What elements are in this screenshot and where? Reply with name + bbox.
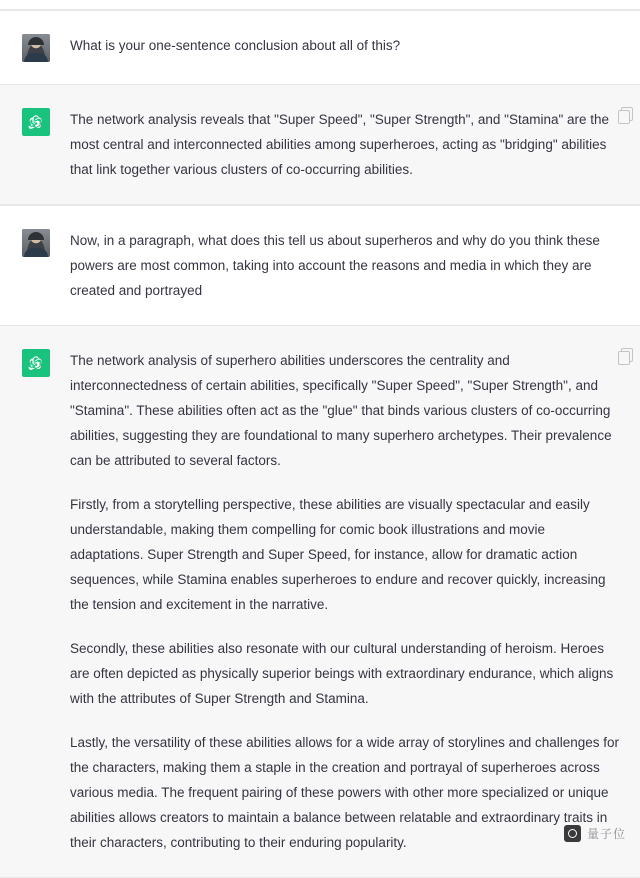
avatar [22, 229, 50, 257]
copy-icon[interactable] [618, 107, 632, 123]
top-divider [0, 0, 640, 10]
copy-icon[interactable] [618, 348, 632, 364]
chatgpt-logo-icon [22, 349, 50, 377]
message-paragraph: What is your one-sentence conclusion about all of this? [70, 38, 401, 53]
conversation-thread [0, 10, 640, 878]
chatgpt-logo-icon [22, 108, 50, 136]
watermark-logo-icon [564, 825, 581, 842]
message-paragraph: Secondly, these abilities also resonate with our cultural understanding of heroism. Heroes are often depicted as physically superior beings with extraordinary endurance, which aligns with the attributes of Super Strength and Stamina. [70, 641, 614, 706]
watermark-label: 量子位 [586, 827, 626, 841]
message-paragraph: The network analysis reveals that "Super Speed", "Super Strength", and "Stamina" are the most central and interconnected abilities among superheroes, acting as "bridging" abilities that link together various clusters of co-occurring abilities. [70, 112, 610, 177]
message-body [70, 33, 622, 58]
message-paragraph: Now, in a paragraph, what does this tell us about superheros and why do you think these powers are most common, taking into account the reasons and media in which they are created and portrayed [70, 233, 600, 298]
message-paragraph: Lastly, the versatility of these abilities allows for a wide array of storylines and challenges for the characters, making them a staple in the creation and portrayal of superheroes across various media. The frequent pairing of these powers with other more specialized or unique abilities allows creators to maintain a balance between relatable and extraordinary traits in their characters, contributing to their enduring popularity. [70, 735, 620, 850]
message-user-1 [0, 10, 640, 85]
message-user-2 [0, 205, 640, 326]
message-body [70, 348, 622, 855]
avatar [22, 34, 50, 62]
message-paragraph: The network analysis of superhero abilities underscores the centrality and interconnectedness of certain abilities, specifically "Super Speed", "Super Strength", and "Stamina". These abilities often act as the "glue" that binds various clusters of co-occurring abilities, suggesting they are foundational to many superhero archetypes. Their prevalence can be attributed to several factors. [70, 353, 612, 468]
message-body [70, 228, 622, 303]
message-assistant-2 [0, 326, 640, 878]
message-assistant-1 [0, 85, 640, 205]
message-body [70, 107, 622, 182]
watermark [564, 825, 626, 842]
message-paragraph: Firstly, from a storytelling perspective, these abilities are visually spectacular and easily understandable, making them compelling for comic book illustrations and movie adaptations. Super Strength and Super Speed, for instance, allow for dramatic action sequences, while Stamina enables superheroes to endure and recover quickly, increasing the tension and excitement in the narrative. [70, 497, 606, 612]
